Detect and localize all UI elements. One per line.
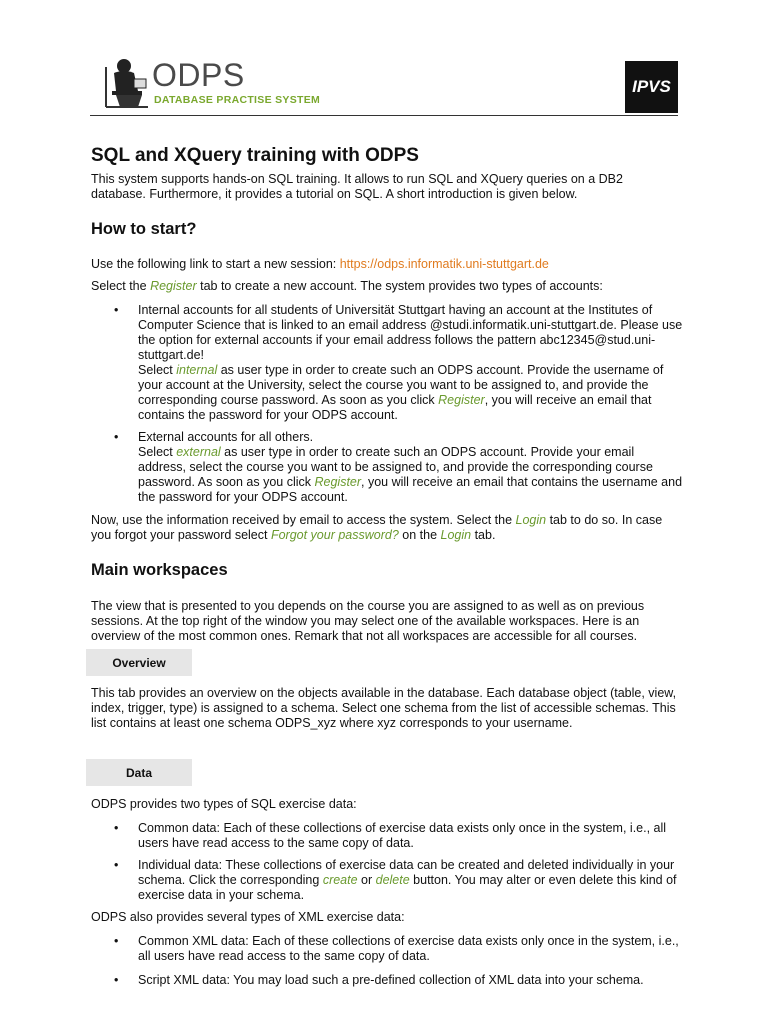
data-tab-label: Data <box>86 759 192 786</box>
header-divider <box>90 115 678 116</box>
internal-type-word: internal <box>176 363 218 377</box>
odps-logo <box>104 57 324 113</box>
external-select-mid: as user type in order to create such an ODPS account. Provide your email address, select the course you want to be assigned to, and provide the corresponding course password. As soon as you click <box>138 445 653 489</box>
delete-link[interactable]: delete <box>375 873 410 887</box>
bullet-icon: • <box>114 973 119 987</box>
forgot-password-link[interactable]: Forgot your password? <box>270 528 399 542</box>
external-accounts-item <box>138 430 683 505</box>
external-select-pre: Select <box>138 445 177 459</box>
internal-select-pre: Select <box>138 363 177 377</box>
reader-figure-icon <box>104 57 150 109</box>
bullet-icon: • <box>114 821 119 835</box>
bullet-icon: • <box>114 430 119 444</box>
register-post: tab to create a new account. The system provides two types of accounts: <box>196 279 603 293</box>
individual-data-item <box>138 858 683 903</box>
logo-title: ODPS <box>152 57 245 93</box>
login-post: tab. <box>471 528 496 542</box>
register-pre: Select the <box>91 279 151 293</box>
bullet-icon: • <box>114 934 119 948</box>
individual-pre: Individual data: These collections of exercise data can be created and deleted individually in your schema. Click the corresponding <box>138 858 675 887</box>
create-link[interactable]: create <box>322 873 358 887</box>
login-pre: Now, use the information received by email to access the system. Select the <box>91 513 516 527</box>
data-intro: ODPS provides two types of SQL exercise data: <box>91 797 357 811</box>
login-paragraph <box>91 513 681 543</box>
overview-tab-label: Overview <box>86 649 192 676</box>
overview-paragraph: This tab provides an overview on the objects available in the database. Each database object (table, view, index, trigger, type) is assigned to a schema. Select one schema from the list of accessible schemas. This list contains at least one schema ODPS_xyz where xyz corresponds to your username. <box>91 686 677 730</box>
internal-select-text <box>138 363 683 423</box>
bullet-icon: • <box>114 303 119 317</box>
workspaces-paragraph: The view that is presented to you depends on the course you are assigned to as well as on previous sessions. At the top right of the window you may select one of the available workspaces. Here is an overview of the most common ones. Remark that not all workspaces are accessible for all courses. <box>91 599 645 643</box>
session-link-prefix: Use the following link to start a new session: <box>91 257 340 271</box>
login-mid2: on the <box>398 528 441 542</box>
login-tab-link-2[interactable]: Login <box>440 528 472 542</box>
script-xml-item: Script XML data: You may load such a pre-defined collection of XML data into your schema. <box>138 973 644 987</box>
internal-register-link[interactable]: Register <box>438 393 485 407</box>
internal-select-post: , you will receive an email that contains the password for your ODPS account. <box>138 393 652 422</box>
internal-accounts-text: Internal accounts for all students of Universität Stuttgart having an account at the Institutes of Computer Science that is linked to an email address @studi.informatik.uni-stuttgart.de. Please use the option for external accounts if your email address follows the pattern abc12345@stud.uni-stuttgart.de! <box>138 303 683 362</box>
external-type-word: external <box>176 445 221 459</box>
register-paragraph <box>91 279 681 294</box>
intro-paragraph: This system supports hands-on SQL training. It allows to run SQL and XQuery queries on a DB2 database. Furthermore, it provides a tutorial on SQL. A short introduction is given below. <box>91 172 623 201</box>
internal-accounts-item <box>138 303 683 423</box>
session-link-paragraph <box>91 257 681 272</box>
ipvs-logo: IPVS <box>625 61 678 113</box>
common-data-item: Common data: Each of these collections of exercise data exists only once in the system, i.e., all users have read access to the same copy of data. <box>138 821 667 850</box>
external-select-post: , you will receive an email that contains the username and the password for your ODPS account. <box>138 475 683 504</box>
logo-subtitle: DATABASE PRACTISE SYSTEM <box>154 94 321 106</box>
external-accounts-text: External accounts for all others. <box>138 430 314 444</box>
login-mid: tab to do so. In case you forgot your password select <box>91 513 663 542</box>
external-select-text <box>138 445 683 505</box>
individual-post: button. You may alter or even delete this kind of exercise data in your schema. <box>138 873 677 902</box>
xml-intro: ODPS also provides several types of XML exercise data: <box>91 910 405 924</box>
common-xml-item: Common XML data: Each of these collections of exercise data exists only once in the system, i.e., all users have read access to the same copy of data. <box>138 934 679 963</box>
register-tab-link[interactable]: Register <box>150 279 197 293</box>
or-word: or <box>357 873 376 887</box>
bullet-icon: • <box>114 858 119 872</box>
internal-select-mid: as user type in order to create such an ODPS account. Provide the username of your account at the University, select the course you want to be assigned to, and provide the corresponding course password. As soon as you click <box>138 363 664 407</box>
how-to-start-heading: How to start? <box>91 220 197 238</box>
main-workspaces-heading: Main workspaces <box>91 561 228 579</box>
page-title: SQL and XQuery training with ODPS <box>91 145 419 166</box>
login-tab-link[interactable]: Login <box>515 513 547 527</box>
external-register-link[interactable]: Register <box>314 475 362 489</box>
odps-session-link[interactable]: https://odps.informatik.uni-stuttgart.de <box>339 257 549 271</box>
